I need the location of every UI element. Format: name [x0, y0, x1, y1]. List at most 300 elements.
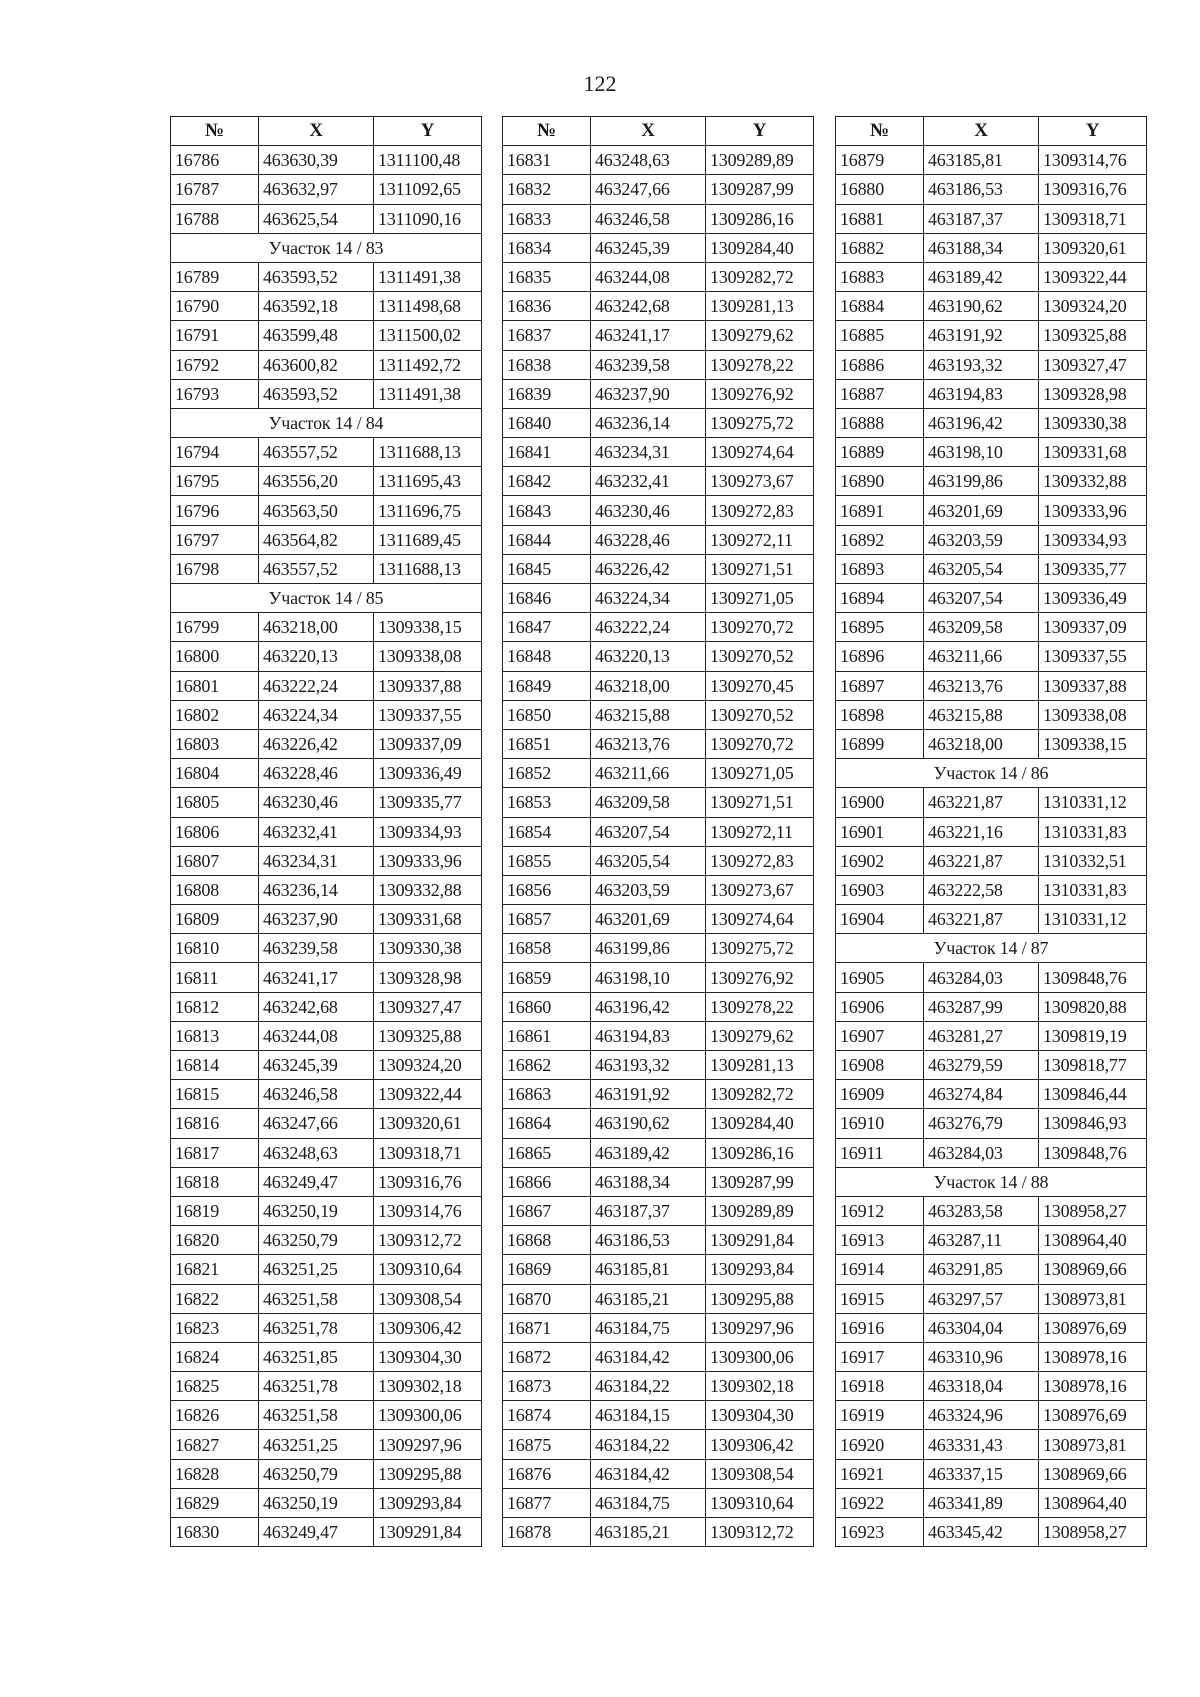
table-row — [503, 846, 814, 875]
x-coordinate: 463194,83 — [924, 379, 1039, 408]
point-number: 16845 — [503, 554, 591, 583]
point-number: 16804 — [171, 759, 259, 788]
table-row — [836, 1226, 1147, 1255]
point-number: 16889 — [836, 438, 924, 467]
x-coordinate: 463189,42 — [591, 1138, 706, 1167]
y-coordinate: 1310331,12 — [1039, 788, 1147, 817]
y-coordinate: 1309270,72 — [706, 729, 814, 758]
y-coordinate: 1309287,99 — [706, 1167, 814, 1196]
point-number: 16813 — [171, 1021, 259, 1050]
x-coordinate: 463187,37 — [924, 204, 1039, 233]
table-row — [503, 1226, 814, 1255]
point-number: 16797 — [171, 525, 259, 554]
point-number: 16843 — [503, 496, 591, 525]
y-coordinate: 1311492,72 — [374, 350, 482, 379]
x-coordinate: 463632,97 — [259, 175, 374, 204]
x-coordinate: 463239,58 — [259, 934, 374, 963]
x-coordinate: 463228,46 — [591, 525, 706, 554]
point-number: 16827 — [171, 1430, 259, 1459]
x-coordinate: 463557,52 — [259, 554, 374, 583]
y-coordinate: 1309327,47 — [1039, 350, 1147, 379]
y-coordinate: 1309333,96 — [1039, 496, 1147, 525]
point-number: 16835 — [503, 262, 591, 291]
y-coordinate: 1309297,96 — [706, 1313, 814, 1342]
y-coordinate: 1309278,22 — [706, 350, 814, 379]
table-row — [503, 700, 814, 729]
x-coordinate: 463226,42 — [591, 554, 706, 583]
point-number: 16812 — [171, 992, 259, 1021]
x-coordinate: 463245,39 — [259, 1051, 374, 1080]
point-number: 16894 — [836, 584, 924, 613]
table-row — [503, 1196, 814, 1225]
y-coordinate: 1309318,71 — [1039, 204, 1147, 233]
x-coordinate: 463281,27 — [924, 1021, 1039, 1050]
table-row — [836, 1109, 1147, 1138]
point-number: 16805 — [171, 788, 259, 817]
point-number: 16912 — [836, 1196, 924, 1225]
y-coordinate: 1309293,84 — [374, 1488, 482, 1517]
point-number: 16880 — [836, 175, 924, 204]
y-coordinate: 1309291,84 — [706, 1226, 814, 1255]
y-coordinate: 1308964,40 — [1039, 1488, 1147, 1517]
table-row — [836, 496, 1147, 525]
point-number: 16875 — [503, 1430, 591, 1459]
table-row — [503, 438, 814, 467]
x-coordinate: 463341,89 — [924, 1488, 1039, 1517]
x-coordinate: 463194,83 — [591, 1021, 706, 1050]
x-coordinate: 463224,34 — [259, 700, 374, 729]
y-coordinate: 1309337,55 — [1039, 642, 1147, 671]
point-number: 16828 — [171, 1459, 259, 1488]
page-number: 122 — [583, 71, 617, 96]
x-coordinate: 463213,76 — [924, 671, 1039, 700]
point-number: 16819 — [171, 1196, 259, 1225]
y-coordinate: 1309819,19 — [1039, 1021, 1147, 1050]
point-number: 16886 — [836, 350, 924, 379]
y-coordinate: 1309272,83 — [706, 846, 814, 875]
point-number: 16915 — [836, 1284, 924, 1313]
table-row — [836, 875, 1147, 904]
x-coordinate: 463220,13 — [591, 642, 706, 671]
point-number: 16917 — [836, 1342, 924, 1371]
table-row — [836, 525, 1147, 554]
table-row — [171, 1226, 482, 1255]
coordinate-table-1 — [170, 116, 482, 1547]
table-row — [836, 963, 1147, 992]
y-coordinate: 1309337,09 — [374, 729, 482, 758]
table-row — [503, 467, 814, 496]
x-coordinate: 463221,16 — [924, 817, 1039, 846]
x-coordinate: 463205,54 — [591, 846, 706, 875]
table-row — [836, 1284, 1147, 1313]
y-coordinate: 1311498,68 — [374, 292, 482, 321]
x-coordinate: 463250,79 — [259, 1459, 374, 1488]
x-coordinate: 463218,00 — [591, 671, 706, 700]
x-coordinate: 463185,21 — [591, 1284, 706, 1313]
x-coordinate: 463205,54 — [924, 554, 1039, 583]
point-number: 16873 — [503, 1372, 591, 1401]
point-number: 16802 — [171, 700, 259, 729]
x-coordinate: 463250,19 — [259, 1196, 374, 1225]
point-number: 16899 — [836, 729, 924, 758]
x-coordinate: 463193,32 — [924, 350, 1039, 379]
point-number: 16850 — [503, 700, 591, 729]
table-row — [836, 817, 1147, 846]
x-coordinate: 463242,68 — [259, 992, 374, 1021]
point-number: 16825 — [171, 1372, 259, 1401]
table-row — [171, 438, 482, 467]
point-number: 16891 — [836, 496, 924, 525]
table-row — [836, 1255, 1147, 1284]
x-coordinate: 463556,20 — [259, 467, 374, 496]
x-coordinate: 463198,10 — [591, 963, 706, 992]
table-row — [503, 817, 814, 846]
point-number: 16877 — [503, 1488, 591, 1517]
table-row — [171, 204, 482, 233]
x-coordinate: 463184,22 — [591, 1372, 706, 1401]
x-coordinate: 463283,58 — [924, 1196, 1039, 1225]
x-coordinate: 463246,58 — [591, 204, 706, 233]
table-row — [503, 1167, 814, 1196]
point-number: 16836 — [503, 292, 591, 321]
point-number: 16830 — [171, 1518, 259, 1547]
point-number: 16794 — [171, 438, 259, 467]
table-row — [503, 233, 814, 262]
y-coordinate: 1309312,72 — [706, 1518, 814, 1547]
x-coordinate: 463199,86 — [924, 467, 1039, 496]
x-coordinate: 463276,79 — [924, 1109, 1039, 1138]
coordinate-table-3 — [835, 116, 1147, 1547]
table-row — [503, 1109, 814, 1138]
point-number: 16815 — [171, 1080, 259, 1109]
table-row — [171, 788, 482, 817]
table-row — [503, 554, 814, 583]
table-row — [836, 1459, 1147, 1488]
section-row — [836, 934, 1147, 963]
header-number: № — [836, 117, 924, 146]
point-number: 16872 — [503, 1342, 591, 1371]
x-coordinate: 463215,88 — [924, 700, 1039, 729]
table-row — [503, 1459, 814, 1488]
point-number: 16786 — [171, 146, 259, 175]
x-coordinate: 463625,54 — [259, 204, 374, 233]
table-row — [836, 1518, 1147, 1547]
table-row — [171, 292, 482, 321]
y-coordinate: 1309331,68 — [374, 905, 482, 934]
x-coordinate: 463245,39 — [591, 233, 706, 262]
point-number: 16829 — [171, 1488, 259, 1517]
point-number: 16913 — [836, 1226, 924, 1255]
table-row — [503, 1313, 814, 1342]
table-row — [836, 1196, 1147, 1225]
table-row — [171, 1255, 482, 1284]
x-coordinate: 463600,82 — [259, 350, 374, 379]
x-coordinate: 463224,34 — [591, 584, 706, 613]
table-row — [503, 729, 814, 758]
y-coordinate: 1309316,76 — [374, 1167, 482, 1196]
y-coordinate: 1309818,77 — [1039, 1051, 1147, 1080]
table-row — [503, 321, 814, 350]
table-row — [503, 875, 814, 904]
point-number: 16808 — [171, 875, 259, 904]
y-coordinate: 1308973,81 — [1039, 1430, 1147, 1459]
coordinate-table-2 — [502, 116, 814, 1547]
point-number: 16867 — [503, 1196, 591, 1225]
table-row — [836, 905, 1147, 934]
y-coordinate: 1309338,15 — [374, 613, 482, 642]
x-coordinate: 463239,58 — [591, 350, 706, 379]
y-coordinate: 1309325,88 — [1039, 321, 1147, 350]
x-coordinate: 463599,48 — [259, 321, 374, 350]
x-coordinate: 463211,66 — [924, 642, 1039, 671]
table-row — [503, 584, 814, 613]
y-coordinate: 1309325,88 — [374, 1021, 482, 1050]
y-coordinate: 1309293,84 — [706, 1255, 814, 1284]
y-coordinate: 1308969,66 — [1039, 1459, 1147, 1488]
point-number: 16896 — [836, 642, 924, 671]
header-number: № — [503, 117, 591, 146]
y-coordinate: 1309306,42 — [374, 1313, 482, 1342]
point-number: 16878 — [503, 1518, 591, 1547]
header-y: Y — [374, 117, 482, 146]
x-coordinate: 463337,15 — [924, 1459, 1039, 1488]
y-coordinate: 1309302,18 — [706, 1372, 814, 1401]
x-coordinate: 463557,52 — [259, 438, 374, 467]
y-coordinate: 1309300,06 — [706, 1342, 814, 1371]
y-coordinate: 1309271,51 — [706, 554, 814, 583]
y-coordinate: 1309275,72 — [706, 408, 814, 437]
point-number: 16882 — [836, 233, 924, 262]
point-number: 16858 — [503, 934, 591, 963]
section-row — [171, 233, 482, 262]
point-number: 16903 — [836, 875, 924, 904]
point-number: 16908 — [836, 1051, 924, 1080]
table-row — [171, 1167, 482, 1196]
point-number: 16890 — [836, 467, 924, 496]
x-coordinate: 463221,87 — [924, 905, 1039, 934]
x-coordinate: 463234,31 — [591, 438, 706, 467]
y-coordinate: 1309291,84 — [374, 1518, 482, 1547]
x-coordinate: 463279,59 — [924, 1051, 1039, 1080]
x-coordinate: 463284,03 — [924, 963, 1039, 992]
y-coordinate: 1311695,43 — [374, 467, 482, 496]
table-row — [171, 642, 482, 671]
point-number: 16814 — [171, 1051, 259, 1080]
x-coordinate: 463251,58 — [259, 1401, 374, 1430]
y-coordinate: 1311092,65 — [374, 175, 482, 204]
x-coordinate: 463211,66 — [591, 759, 706, 788]
point-number: 16887 — [836, 379, 924, 408]
x-coordinate: 463188,34 — [924, 233, 1039, 262]
y-coordinate: 1309327,47 — [374, 992, 482, 1021]
y-coordinate: 1309276,92 — [706, 379, 814, 408]
point-number: 16904 — [836, 905, 924, 934]
y-coordinate: 1308973,81 — [1039, 1284, 1147, 1313]
table-row — [171, 1488, 482, 1517]
table-row — [171, 1430, 482, 1459]
table-row — [836, 700, 1147, 729]
x-coordinate: 463230,46 — [591, 496, 706, 525]
table-row — [171, 992, 482, 1021]
x-coordinate: 463196,42 — [591, 992, 706, 1021]
x-coordinate: 463184,42 — [591, 1342, 706, 1371]
point-number: 16821 — [171, 1255, 259, 1284]
x-coordinate: 463291,85 — [924, 1255, 1039, 1284]
x-coordinate: 463222,24 — [259, 671, 374, 700]
y-coordinate: 1309330,38 — [1039, 408, 1147, 437]
point-number: 16906 — [836, 992, 924, 1021]
point-number: 16883 — [836, 262, 924, 291]
point-number: 16792 — [171, 350, 259, 379]
table-row — [503, 262, 814, 291]
table-row — [836, 408, 1147, 437]
table-row — [836, 1488, 1147, 1517]
point-number: 16811 — [171, 963, 259, 992]
point-number: 16876 — [503, 1459, 591, 1488]
y-coordinate: 1309273,67 — [706, 875, 814, 904]
y-coordinate: 1309302,18 — [374, 1372, 482, 1401]
table-row — [836, 1372, 1147, 1401]
y-coordinate: 1309279,62 — [706, 1021, 814, 1050]
table-row — [171, 1109, 482, 1138]
x-coordinate: 463248,63 — [591, 146, 706, 175]
section-title: Участок 14 / 84 — [171, 408, 482, 437]
point-number: 16796 — [171, 496, 259, 525]
point-number: 16822 — [171, 1284, 259, 1313]
y-coordinate: 1309314,76 — [1039, 146, 1147, 175]
x-coordinate: 463563,50 — [259, 496, 374, 525]
point-number: 16916 — [836, 1313, 924, 1342]
y-coordinate: 1309328,98 — [1039, 379, 1147, 408]
x-coordinate: 463310,96 — [924, 1342, 1039, 1371]
x-coordinate: 463184,75 — [591, 1488, 706, 1517]
section-title: Участок 14 / 83 — [171, 233, 482, 262]
y-coordinate: 1309276,92 — [706, 963, 814, 992]
table-row — [503, 1051, 814, 1080]
table-row — [171, 1401, 482, 1430]
x-coordinate: 463189,42 — [924, 262, 1039, 291]
x-coordinate: 463186,53 — [924, 175, 1039, 204]
table-row — [503, 1401, 814, 1430]
table-row — [503, 146, 814, 175]
y-coordinate: 1308976,69 — [1039, 1313, 1147, 1342]
point-number: 16820 — [171, 1226, 259, 1255]
table-row — [836, 1313, 1147, 1342]
table-row — [503, 350, 814, 379]
y-coordinate: 1309337,55 — [374, 700, 482, 729]
point-number: 16859 — [503, 963, 591, 992]
y-coordinate: 1309314,76 — [374, 1196, 482, 1225]
table-row — [503, 1488, 814, 1517]
y-coordinate: 1309336,49 — [1039, 584, 1147, 613]
table-row — [503, 642, 814, 671]
point-number: 16823 — [171, 1313, 259, 1342]
x-coordinate: 463232,41 — [591, 467, 706, 496]
y-coordinate: 1309284,40 — [706, 233, 814, 262]
y-coordinate: 1309270,52 — [706, 700, 814, 729]
table-row — [503, 1255, 814, 1284]
point-number: 16907 — [836, 1021, 924, 1050]
table-row — [503, 379, 814, 408]
y-coordinate: 1309289,89 — [706, 1196, 814, 1225]
y-coordinate: 1308978,16 — [1039, 1372, 1147, 1401]
point-number: 16900 — [836, 788, 924, 817]
x-coordinate: 463221,87 — [924, 846, 1039, 875]
table-row — [836, 1021, 1147, 1050]
table-row — [503, 934, 814, 963]
y-coordinate: 1309300,06 — [374, 1401, 482, 1430]
y-coordinate: 1309334,93 — [1039, 525, 1147, 554]
x-coordinate: 463247,66 — [591, 175, 706, 204]
y-coordinate: 1309275,72 — [706, 934, 814, 963]
table-row — [836, 729, 1147, 758]
x-coordinate: 463198,10 — [924, 438, 1039, 467]
y-coordinate: 1311688,13 — [374, 554, 482, 583]
y-coordinate: 1309271,05 — [706, 584, 814, 613]
point-number: 16918 — [836, 1372, 924, 1401]
section-row — [171, 584, 482, 613]
point-number: 16799 — [171, 613, 259, 642]
x-coordinate: 463201,69 — [591, 905, 706, 934]
table-row — [503, 408, 814, 437]
y-coordinate: 1309310,64 — [374, 1255, 482, 1284]
x-coordinate: 463318,04 — [924, 1372, 1039, 1401]
table-row — [171, 1080, 482, 1109]
y-coordinate: 1310331,83 — [1039, 875, 1147, 904]
point-number: 16803 — [171, 729, 259, 758]
x-coordinate: 463592,18 — [259, 292, 374, 321]
x-coordinate: 463188,34 — [591, 1167, 706, 1196]
y-coordinate: 1309272,11 — [706, 525, 814, 554]
table-header-row — [171, 117, 482, 146]
y-coordinate: 1309338,08 — [374, 642, 482, 671]
table-row — [836, 671, 1147, 700]
y-coordinate: 1309281,13 — [706, 292, 814, 321]
y-coordinate: 1310332,51 — [1039, 846, 1147, 875]
table-row — [836, 1138, 1147, 1167]
x-coordinate: 463184,22 — [591, 1430, 706, 1459]
section-row — [836, 1167, 1147, 1196]
y-coordinate: 1308958,27 — [1039, 1518, 1147, 1547]
x-coordinate: 463241,17 — [259, 963, 374, 992]
point-number: 16833 — [503, 204, 591, 233]
y-coordinate: 1309279,62 — [706, 321, 814, 350]
y-coordinate: 1309310,64 — [706, 1488, 814, 1517]
table-row — [171, 1021, 482, 1050]
table-row — [171, 1459, 482, 1488]
y-coordinate: 1309282,72 — [706, 262, 814, 291]
table-row — [171, 1284, 482, 1313]
table-row — [836, 262, 1147, 291]
point-number: 16905 — [836, 963, 924, 992]
table-row — [836, 292, 1147, 321]
x-coordinate: 463190,62 — [924, 292, 1039, 321]
point-number: 16816 — [171, 1109, 259, 1138]
point-number: 16860 — [503, 992, 591, 1021]
x-coordinate: 463249,47 — [259, 1518, 374, 1547]
table-row — [836, 379, 1147, 408]
x-coordinate: 463237,90 — [259, 905, 374, 934]
x-coordinate: 463199,86 — [591, 934, 706, 963]
table-row — [171, 1518, 482, 1547]
y-coordinate: 1311090,16 — [374, 204, 482, 233]
point-number: 16809 — [171, 905, 259, 934]
y-coordinate: 1309304,30 — [706, 1401, 814, 1430]
x-coordinate: 463244,08 — [591, 262, 706, 291]
point-number: 16910 — [836, 1109, 924, 1138]
x-coordinate: 463184,15 — [591, 1401, 706, 1430]
header-number: № — [171, 117, 259, 146]
